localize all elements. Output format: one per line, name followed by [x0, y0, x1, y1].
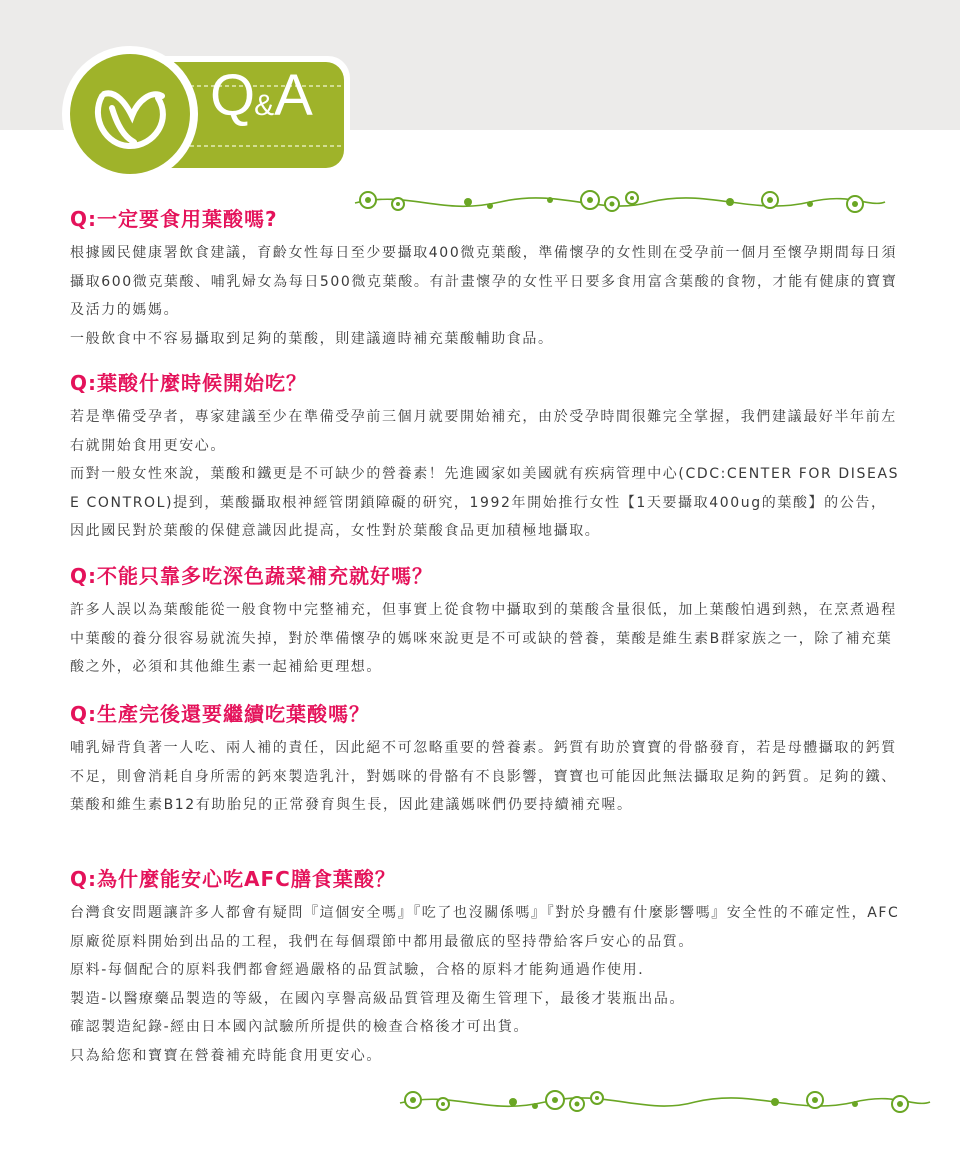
qa-section-1	[70, 205, 900, 353]
answer-paragraph: 根據國民健康署飲食建議，育齡女性每日至少要攝取400微克葉酸，準備懷孕的女性則在受孕前一個月至懷孕期間每日須攝取600微克葉酸、哺乳婦女為每日500微克葉酸。有計畫懷孕的女性平日要多食用富含葉酸的食物，才能有健康的寶寶及活力的媽媽。	[70, 245, 898, 318]
qa-section-4	[70, 700, 900, 820]
qa-section-3	[70, 562, 900, 682]
answer-paragraph: 許多人誤以為葉酸能從一般食物中完整補充，但事實上從食物中攝取到的葉酸含量很低，加上葉酸怕遇到熱，在烹煮過程中葉酸的養分很容易就流失掉，對於準備懷孕的媽咪來說更是不可或缺的營養，葉酸是維生素B群家族之一，除了補充葉酸之外，必須和其他維生素一起補給更理想。	[70, 602, 897, 675]
answer-paragraph: 台灣食安問題讓許多人都會有疑問『這個安全嗎』『吃了也沒關係嗎』『對於身體有什麼影響嗎』安全性的不確定性，AFC原廠從原料開始到出品的工程，我們在每個環節中都用最徹底的堅持帶給客戶安心的品質。	[70, 905, 900, 950]
qa-section-2	[70, 369, 900, 546]
qa-badge	[60, 46, 360, 186]
qa-section-5	[70, 865, 900, 1070]
answer-paragraph: 一般飲食中不容易攝取到足夠的葉酸，則建議適時補充葉酸輔助食品。	[70, 330, 554, 347]
answer-paragraph: 製造-以醫療藥品製造的等級，在國內享譽高級品質管理及衛生管理下，最後才裝瓶出品。	[70, 990, 686, 1007]
question-heading: Q:生產完後還要繼續吃葉酸嗎？	[70, 702, 370, 726]
answer-paragraph: 哺乳婦背負著一人吃、兩人補的責任，因此絕不可忽略重要的營養素。鈣質有助於寶寶的骨骼發育，若是母體攝取的鈣質不足，則會消耗自身所需的鈣來製造乳汁，對媽咪的骨骼有不良影響，寶寶也可能因此無法攝取足夠的鈣質。足夠的鐵、葉酸和維生素B12有助胎兒的正常發育與生長，因此建議媽咪們仍要持續補充喔。	[70, 740, 897, 813]
answer-paragraph: 只為給您和寶寶在營養補充時能食用更安心。	[70, 1047, 382, 1064]
answer-paragraph: 確認製造紀錄-經由日本國內試驗所所提供的檢查合格後才可出貨。	[70, 1019, 530, 1035]
answer-paragraph: 原料-每個配合的原料我們都會經過嚴格的品質試驗，合格的原料才能夠通過作使用．	[70, 962, 654, 978]
qa-title: Q&A	[210, 63, 312, 128]
question-heading: Q:葉酸什麼時候開始吃？	[70, 371, 307, 395]
question-heading: Q:為什麼能安心吃AFC膳食葉酸？	[70, 867, 396, 891]
question-heading: Q:不能只靠多吃深色蔬菜補充就好嗎？	[70, 564, 433, 588]
answer-paragraph: 而對一般女性來說，葉酸和鐵更是不可缺少的營養素！先進國家如美國就有疾病管理中心(CDC:CENTER FOR DISEASE CONTROL)提到，葉酸攝取根神經管閉鎖障礙的研究，1992年開始推行女性【1天要攝取400ug的葉酸】的公告，因此國民對於葉酸的保健意識因此提高，女性對於葉酸食品更加積極地攝取。	[70, 466, 900, 539]
answer-paragraph: 若是準備受孕者，專家建議至少在準備受孕前三個月就要開始補充，由於受孕時間很難完全掌握，我們建議最好半年前左右就開始食用更安心。	[70, 409, 897, 454]
floral-vine-bottom	[395, 1086, 935, 1120]
question-heading: Q:一定要食用葉酸嗎?	[70, 207, 278, 231]
